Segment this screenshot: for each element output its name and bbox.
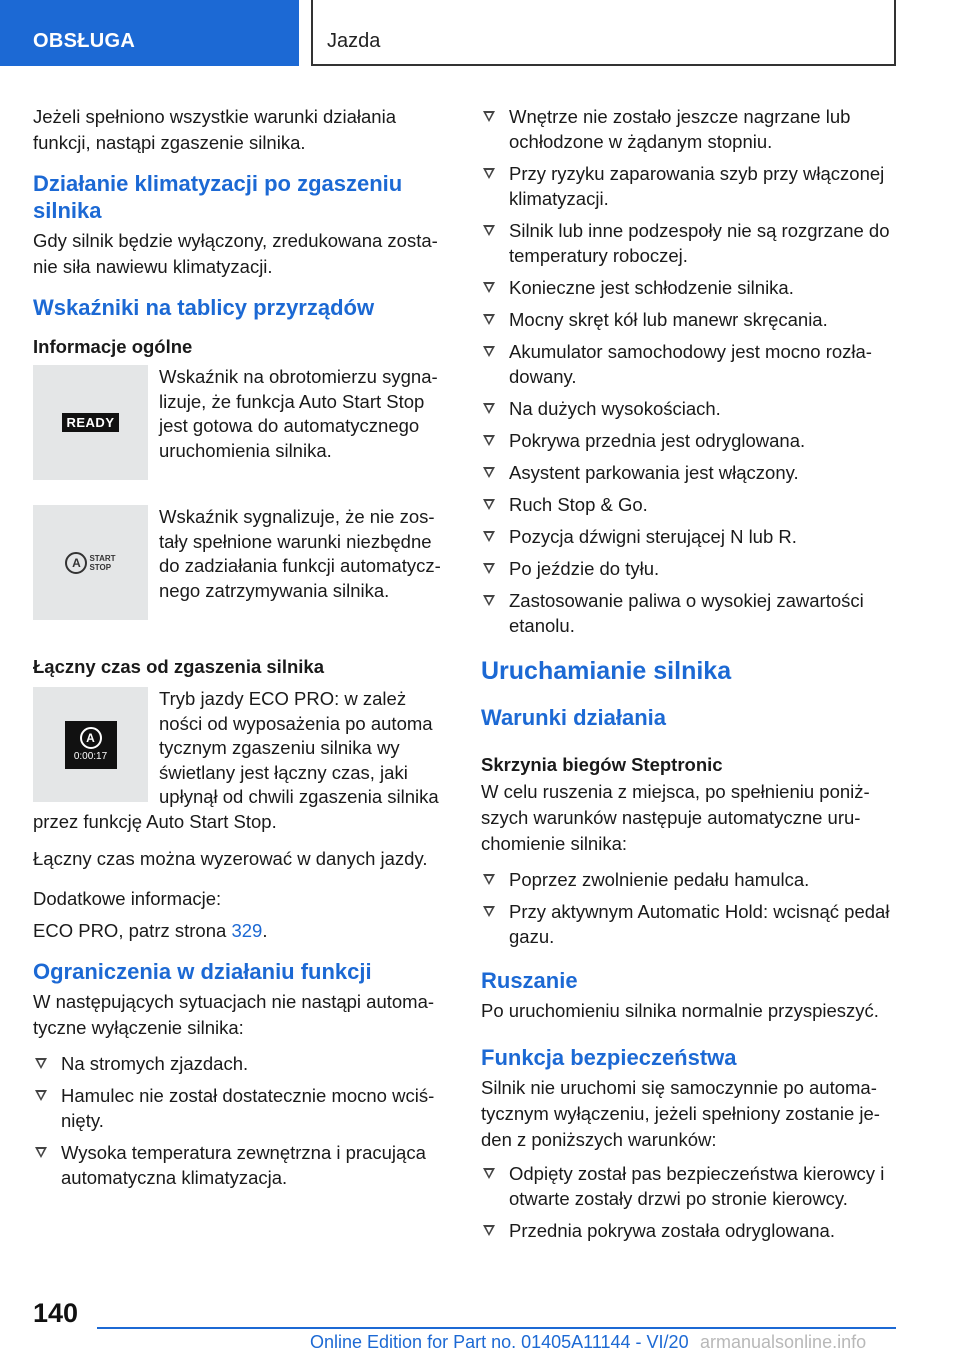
- list-item: Odpięty został pas bezpieczeństwa kierowcy i otwarte zostały drzwi po stronie kierowcy.: [481, 1161, 891, 1211]
- auto-start-stop-off-icon: [65, 552, 115, 574]
- safety-paragraph: Silnik nie uruchomi się samoczynnie po automatycznym wyłączeniu, jeżeli spełniony zostanie jeden z poniższych warunków:: [481, 1077, 880, 1150]
- chapter-title: Jazda: [327, 30, 381, 52]
- triangle-bullet-icon: [483, 403, 495, 414]
- auto-circle-icon: A: [65, 552, 87, 574]
- header-title-box: [311, 0, 896, 66]
- section-tab: [0, 0, 299, 66]
- list-item: Przy ryzyku zaparowania szyb przy włączonej klimatyzacji.: [481, 161, 891, 211]
- triangle-bullet-icon: [483, 499, 495, 510]
- page-number: 140: [33, 1298, 79, 1328]
- timer-indicator-text: Tryb jazdy ECO PRO: w zależ ności od wyposażenia po automa tycznym zgaszeniu silnika wy świetlany jest łączny czas, jaki upłynął od chwili zgaszenia silnika przez funkcję Auto Start Stop.: [33, 688, 439, 832]
- more-info-label: Dodatkowe informacje:: [33, 888, 222, 909]
- triangle-bullet-icon: [483, 1225, 495, 1236]
- timer-indicator-block: [33, 687, 447, 834]
- triangle-bullet-icon: [483, 1168, 495, 1179]
- reset-paragraph: Łączny czas można wyzerować w danych jazdy.: [33, 848, 428, 869]
- heading-limits: Ograniczenia w działaniu funkcji: [33, 959, 372, 984]
- timer-display-icon: [65, 721, 117, 769]
- list-item: Wnętrze nie zostało jeszcze nagrzane lub ochłodzone w żądanym stopniu.: [481, 104, 891, 154]
- footer-divider: [97, 1327, 896, 1329]
- triangle-bullet-icon: [483, 111, 495, 122]
- triangle-bullet-icon: [35, 1090, 47, 1101]
- list-item: Po jeździe do tyłu.: [481, 556, 891, 581]
- auto-circle-icon: A: [80, 727, 102, 749]
- triangle-bullet-icon: [35, 1147, 47, 1158]
- triangle-bullet-icon: [483, 906, 495, 917]
- triangle-bullet-icon: [483, 874, 495, 885]
- list-item: Ruch Stop & Go.: [481, 492, 891, 517]
- autostop-indicator-text: Wskaźnik sygnalizuje, że nie zostały spełnione warunki niezbędne do zadziałania funkcji automatycznego zatrzymywania silnika.: [159, 506, 441, 601]
- ready-indicator-text: Wskaźnik na obrotomierzu sygnalizuje, że funkcja Auto Start Stop jest gotowa do automatycznego uruchomienia silnika.: [159, 366, 438, 461]
- list-item: Przednia pokrywa została odryglowana.: [481, 1218, 891, 1243]
- list-item: Hamulec nie został dostatecznie mocno wciśnięty.: [33, 1083, 447, 1133]
- page-link-329[interactable]: 329: [231, 920, 263, 941]
- ready-indicator-icon: READY: [62, 413, 118, 432]
- list-item: Na stromych zjazdach.: [33, 1051, 447, 1076]
- heading-conditions: Warunki działania: [481, 705, 667, 730]
- list-item: Asystent parkowania jest włączony.: [481, 460, 891, 485]
- footer-edition: Online Edition for Part no. 01405A11144 - VI/20: [310, 1332, 689, 1352]
- list-item: Silnik lub inne podzespoły nie są rozgrzane do temperatury roboczej.: [481, 218, 891, 268]
- triangle-bullet-icon: [483, 435, 495, 446]
- left-column: [33, 104, 447, 1204]
- ready-indicator-figure: [33, 365, 148, 480]
- triangle-bullet-icon: [35, 1058, 47, 1069]
- timer-value: 0:00:17: [73, 751, 108, 762]
- steptronic-paragraph: W celu ruszenia z miejsca, po spełnieniu poniższych warunków następuje automatyczne uruchomienie silnika:: [481, 781, 870, 854]
- heading-engine-start: Uruchamianie silnika: [481, 657, 732, 685]
- eco-pro-reference: ECO PRO, patrz strona 329.: [33, 920, 268, 941]
- moving-off-paragraph: Po uruchomieniu silnika normalnie przyspieszyć.: [481, 1000, 879, 1021]
- heading-climate: Działanie klimatyzacji po zgaszeniu silnika: [33, 171, 403, 223]
- page-header: [0, 0, 960, 66]
- triangle-bullet-icon: [483, 282, 495, 293]
- list-item: Na dużych wysokościach.: [481, 396, 891, 421]
- autostop-indicator-block: [33, 505, 447, 625]
- limits-list-continued: [481, 104, 891, 638]
- triangle-bullet-icon: [483, 225, 495, 236]
- timer-indicator-figure: [33, 687, 148, 802]
- limits-list: [33, 1051, 447, 1190]
- list-item: Konieczne jest schłodzenie silnika.: [481, 275, 891, 300]
- list-item: Akumulator samochodowy jest mocno rozładowany.: [481, 339, 891, 389]
- right-column: [481, 104, 891, 1257]
- steptronic-list: [481, 867, 891, 949]
- heading-moving-off: Ruszanie: [481, 968, 578, 993]
- heading-steptronic: Skrzynia biegów Steptronic: [481, 754, 723, 775]
- start-label: START: [89, 553, 116, 563]
- heading-total-time: Łączny czas od zgaszenia silnika: [33, 656, 324, 677]
- triangle-bullet-icon: [483, 168, 495, 179]
- triangle-bullet-icon: [483, 467, 495, 478]
- list-item: Wysoka temperatura zewnętrzna i pracująca automatyczna klimatyzacja.: [33, 1140, 447, 1190]
- heading-indicators: Wskaźniki na tablicy przyrządów: [33, 295, 375, 320]
- ready-indicator-block: [33, 365, 447, 485]
- heading-general-info: Informacje ogólne: [33, 336, 193, 357]
- list-item: Zastosowanie paliwa o wysokiej zawartości etanolu.: [481, 588, 891, 638]
- list-item: Pozycja dźwigni sterującej N lub R.: [481, 524, 891, 549]
- stop-label: STOP: [89, 562, 112, 572]
- limits-paragraph: W następujących sytuacjach nie nastąpi automatyczne wyłączenie silnika:: [33, 991, 435, 1038]
- list-item: Przy aktywnym Automatic Hold: wcisnąć pedał gazu.: [481, 899, 891, 949]
- safety-list: [481, 1161, 891, 1243]
- triangle-bullet-icon: [483, 595, 495, 606]
- triangle-bullet-icon: [483, 346, 495, 357]
- triangle-bullet-icon: [483, 314, 495, 325]
- footer-watermark: armanualsonline.info: [700, 1332, 867, 1352]
- list-item: Poprzez zwolnienie pedału hamulca.: [481, 867, 891, 892]
- list-item: Mocny skręt kół lub manewr skręcania.: [481, 307, 891, 332]
- list-item: Pokrywa przednia jest odryglowana.: [481, 428, 891, 453]
- triangle-bullet-icon: [483, 531, 495, 542]
- heading-safety: Funkcja bezpieczeństwa: [481, 1045, 737, 1070]
- autostop-indicator-figure: [33, 505, 148, 620]
- triangle-bullet-icon: [483, 563, 495, 574]
- section-label: OBSŁUGA: [33, 30, 136, 52]
- climate-paragraph: Gdy silnik będzie wyłączony, zredukowana zostanie siła nawiewu klimatyzacji.: [33, 230, 438, 277]
- intro-paragraph: Jeżeli spełniono wszystkie warunki działania funkcji, nastąpi zgaszenie silnika.: [33, 106, 396, 153]
